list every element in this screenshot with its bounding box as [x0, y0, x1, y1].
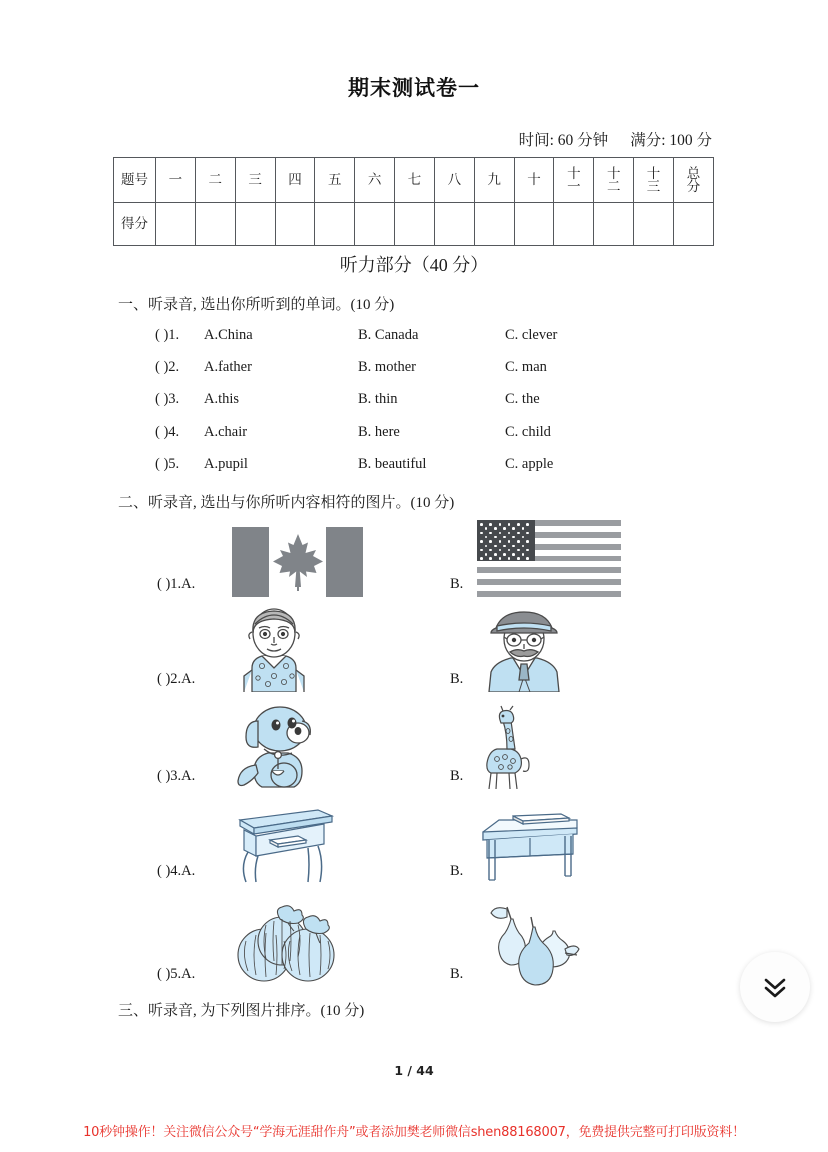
- time-label: 时间: 60 分钟: [518, 132, 609, 149]
- section-two-heading: 二、听录音, 选出与你所听内容相符的图片。(10 分): [118, 495, 455, 511]
- option-b-label[interactable]: B.: [450, 966, 464, 982]
- option-c[interactable]: C. man: [505, 359, 547, 375]
- giraffe-image[interactable]: [477, 705, 535, 789]
- canadian-flag-image[interactable]: [232, 527, 363, 597]
- score-cell-total[interactable]: [673, 203, 713, 246]
- option-b[interactable]: B. here: [358, 424, 400, 440]
- section-one-heading: 一、听录音, 选出你所听到的单词。(10 分): [118, 297, 395, 313]
- answer-blank-2-5[interactable]: ( )5.A.: [157, 966, 196, 982]
- option-b-label[interactable]: B.: [450, 576, 464, 592]
- score-cell-1[interactable]: [156, 203, 196, 246]
- answer-blank-2-3[interactable]: ( )3.A.: [157, 768, 196, 784]
- grandmother-image[interactable]: [232, 606, 316, 692]
- score-table: [113, 157, 714, 246]
- col-11: 十 一: [554, 158, 594, 203]
- option-a[interactable]: A.this: [204, 391, 240, 407]
- col-13: 十 三: [634, 158, 674, 203]
- option-c[interactable]: C. apple: [505, 456, 554, 472]
- double-chevron-down-icon: [760, 972, 790, 1002]
- answer-blank-1-5[interactable]: ( )5.: [155, 456, 180, 472]
- option-a[interactable]: A.China: [204, 327, 253, 343]
- picture-question-row: [157, 893, 717, 983]
- score-cell-2[interactable]: [195, 203, 235, 246]
- answer-blank-1-2[interactable]: ( )2.: [155, 359, 180, 375]
- option-b[interactable]: B. thin: [358, 391, 398, 407]
- scroll-down-button[interactable]: [740, 952, 810, 1022]
- col-3: 三: [235, 158, 275, 203]
- col-8: 八: [434, 158, 474, 203]
- option-a[interactable]: A.pupil: [204, 456, 248, 472]
- picture-question-row: [157, 513, 717, 593]
- page-indicator: 1 / 44: [394, 1063, 434, 1078]
- option-b[interactable]: B. beautiful: [358, 456, 427, 472]
- col-6: 六: [355, 158, 395, 203]
- option-c[interactable]: C. clever: [505, 327, 558, 343]
- col-4: 四: [275, 158, 315, 203]
- col-1: 一: [156, 158, 196, 203]
- col-12: 十 二: [594, 158, 634, 203]
- score-cell-5[interactable]: [315, 203, 355, 246]
- col-total: 总 分: [673, 158, 713, 203]
- listening-part-heading: 听力部分（40 分）: [339, 255, 489, 275]
- option-b-label[interactable]: B.: [450, 863, 464, 879]
- answer-blank-2-4[interactable]: ( )4.A.: [157, 863, 196, 879]
- score-cell-8[interactable]: [434, 203, 474, 246]
- option-a[interactable]: A.father: [204, 359, 252, 375]
- student-desk-image[interactable]: [232, 802, 336, 884]
- score-cell-9[interactable]: [474, 203, 514, 246]
- table-row-question-numbers: [114, 158, 714, 203]
- picture-question-row: [157, 703, 717, 785]
- picture-question-row: [157, 608, 717, 688]
- score-cell-3[interactable]: [235, 203, 275, 246]
- col-5: 五: [315, 158, 355, 203]
- watermelons-image[interactable]: [232, 897, 338, 987]
- maple-leaf-icon: [270, 531, 326, 593]
- score-cell-11[interactable]: [554, 203, 594, 246]
- col-2: 二: [195, 158, 235, 203]
- score-cell-4[interactable]: [275, 203, 315, 246]
- exam-meta: [519, 128, 712, 150]
- col-9: 九: [474, 158, 514, 203]
- score-cell-7[interactable]: [395, 203, 435, 246]
- grandfather-image[interactable]: [477, 606, 571, 692]
- col-10: 十: [514, 158, 554, 203]
- row-label-score: 得分: [114, 203, 156, 246]
- picture-question-row: [157, 798, 717, 880]
- promo-banner: 10秒钟操作！关注微信公众号“学海无涯甜作舟”或者添加樊老师微信shen88168007，免费提供完整可打印版资料！: [83, 1125, 745, 1140]
- option-b[interactable]: B. mother: [358, 359, 416, 375]
- score-cell-10[interactable]: [514, 203, 554, 246]
- option-b[interactable]: B. Canada: [358, 327, 419, 343]
- row-label-question-number: 题号: [114, 158, 156, 203]
- pears-image[interactable]: [477, 897, 581, 987]
- american-flag-image[interactable]: [477, 520, 621, 597]
- score-cell-6[interactable]: [355, 203, 395, 246]
- col-7: 七: [395, 158, 435, 203]
- option-b-label[interactable]: B.: [450, 768, 464, 784]
- page-title: 期末测试卷一: [348, 76, 480, 100]
- option-c[interactable]: C. child: [505, 424, 551, 440]
- total-score-label: 满分: 100 分: [630, 132, 712, 149]
- answer-blank-2-1[interactable]: ( )1.A.: [157, 576, 196, 592]
- teacher-desk-image[interactable]: [477, 806, 583, 884]
- score-cell-13[interactable]: [634, 203, 674, 246]
- table-row-scores: [114, 203, 714, 246]
- option-a[interactable]: A.chair: [204, 424, 248, 440]
- answer-blank-1-1[interactable]: ( )1.: [155, 327, 180, 343]
- section-three-heading: 三、听录音, 为下列图片排序。(10 分): [118, 1003, 365, 1019]
- answer-blank-2-2[interactable]: ( )2.A.: [157, 671, 196, 687]
- option-b-label[interactable]: B.: [450, 671, 464, 687]
- answer-blank-1-4[interactable]: ( )4.: [155, 424, 180, 440]
- option-c[interactable]: C. the: [505, 391, 540, 407]
- answer-blank-1-3[interactable]: ( )3.: [155, 391, 180, 407]
- score-cell-12[interactable]: [594, 203, 634, 246]
- dog-image[interactable]: [232, 703, 324, 789]
